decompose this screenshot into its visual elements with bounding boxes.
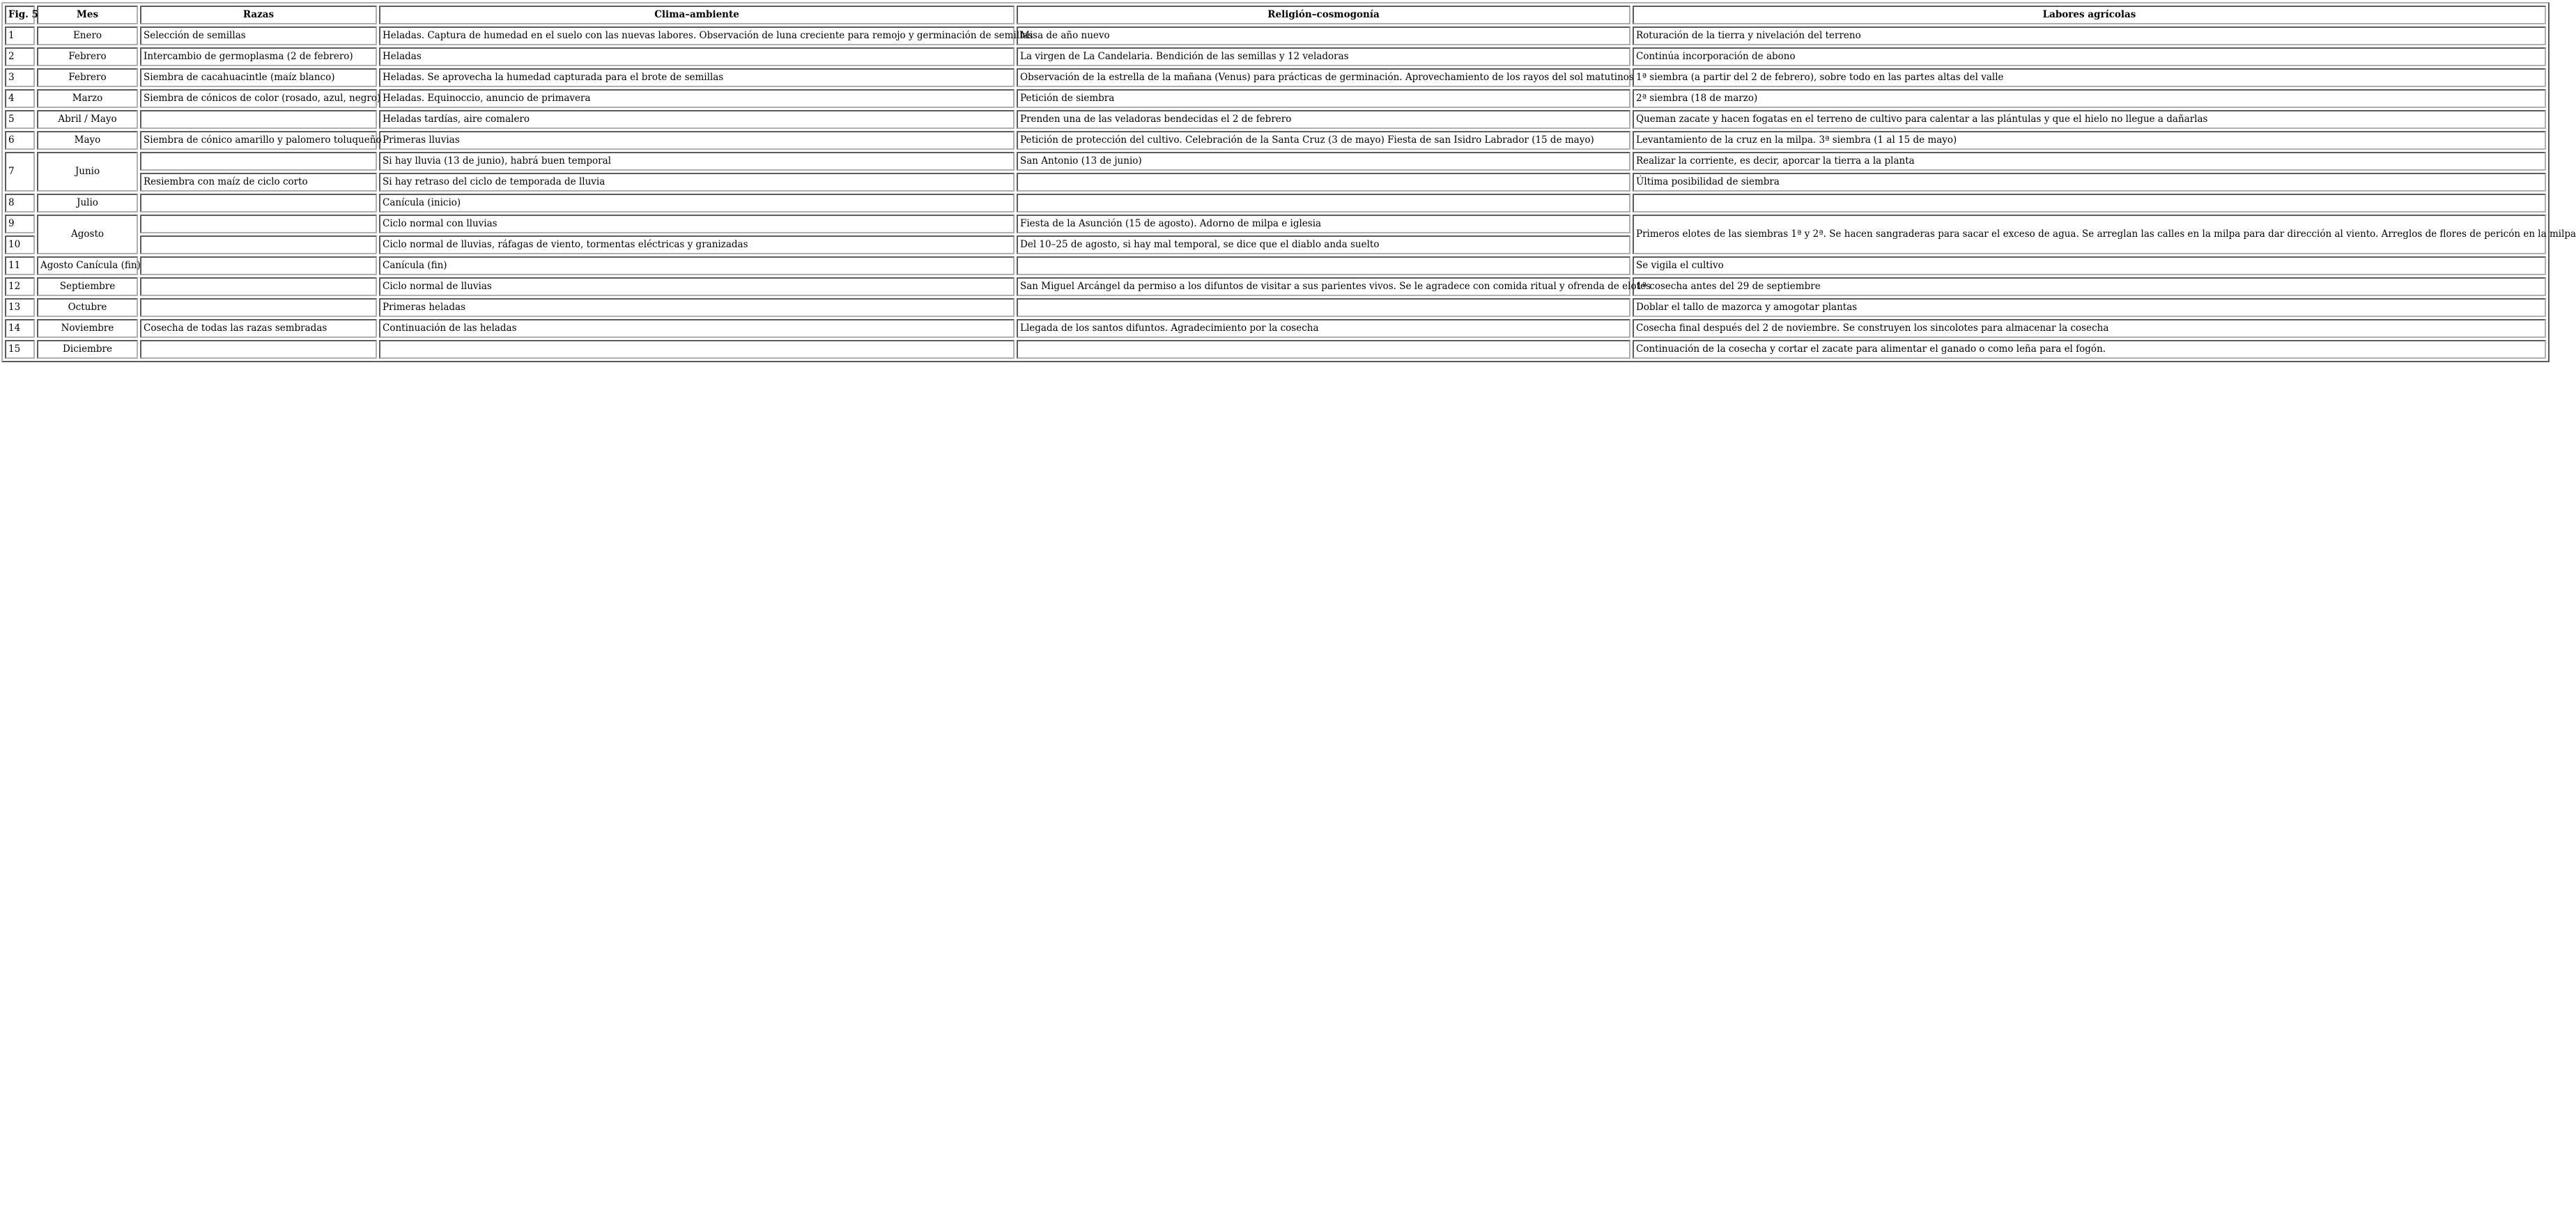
header-mes: Mes	[37, 6, 138, 24]
cell-num: 5	[5, 110, 35, 129]
cell-religion: Llegada de los santos difuntos. Agradecimiento por la cosecha	[1017, 319, 1630, 338]
cell-razas	[140, 194, 377, 212]
table-row	[5, 26, 2546, 45]
cell-mes: Febrero	[37, 47, 138, 66]
cell-labores: Se vigila el cultivo	[1633, 256, 2546, 275]
header-clima: Clima–ambiente	[379, 6, 1015, 24]
cell-clima: Primeras lluvias	[379, 131, 1015, 150]
cell-num: 7	[5, 152, 35, 192]
cell-clima: Ciclo normal de lluvias	[379, 277, 1015, 296]
header-razas: Razas	[140, 6, 377, 24]
cell-clima: Si hay lluvia (13 de junio), habrá buen temporal	[379, 152, 1015, 171]
cell-labores: Queman zacate y hacen fogatas en el terreno de cultivo para calentar a las plántulas y que el hielo no llegue a dañarlas	[1633, 110, 2546, 129]
cell-religion: Prenden una de las veladoras bendecidas el 2 de febrero	[1017, 110, 1630, 129]
cell-labores: 1ª siembra (a partir del 2 de febrero), sobre todo en las partes altas del valle	[1633, 68, 2546, 87]
cell-num: 2	[5, 47, 35, 66]
table-row	[5, 173, 2546, 192]
cell-labores: Realizar la corriente, es decir, aporcar la tierra a la planta	[1633, 152, 2546, 171]
cell-mes: Noviembre	[37, 319, 138, 338]
cell-clima	[379, 340, 1015, 359]
cell-clima: Canícula (fin)	[379, 256, 1015, 275]
cell-razas: Siembra de cacahuacintle (maíz blanco)	[140, 68, 377, 87]
table-row	[5, 215, 2546, 233]
cell-labores: Continúa incorporación de abono	[1633, 47, 2546, 66]
cell-religion	[1017, 256, 1630, 275]
cell-num: 11	[5, 256, 35, 275]
header-labores: Labores agrícolas	[1633, 6, 2546, 24]
cell-razas	[140, 340, 377, 359]
cell-labores: Continuación de la cosecha y cortar el zacate para alimentar el ganado o como leña para el fogón.	[1633, 340, 2546, 359]
cell-religion: Petición de protección del cultivo. Celebración de la Santa Cruz (3 de mayo) Fiesta de san Isidro Labrador (15 de mayo)	[1017, 131, 1630, 150]
cell-mes: Agosto	[37, 215, 138, 254]
cell-labores: Doblar el tallo de mazorca y amogotar plantas	[1633, 298, 2546, 317]
cell-clima: Heladas. Captura de humedad en el suelo con las nuevas labores. Observación de luna creciente para remojo y germinación de semillas	[379, 26, 1015, 45]
cell-religion	[1017, 173, 1630, 192]
table-row	[5, 47, 2546, 66]
cell-razas	[140, 298, 377, 317]
cell-razas: Resiembra con maíz de ciclo corto	[140, 173, 377, 192]
cell-mes: Mayo	[37, 131, 138, 150]
cell-religion: San Antonio (13 de junio)	[1017, 152, 1630, 171]
cell-religion	[1017, 340, 1630, 359]
table-row	[5, 277, 2546, 296]
cell-razas	[140, 110, 377, 129]
table-row	[5, 256, 2546, 275]
cell-mes: Agosto Canícula (fin)	[37, 256, 138, 275]
cell-mes: Marzo	[37, 89, 138, 108]
cell-mes: Julio	[37, 194, 138, 212]
cell-razas: Selección de semillas	[140, 26, 377, 45]
cell-razas	[140, 277, 377, 296]
cell-labores: 2ª siembra (18 de marzo)	[1633, 89, 2546, 108]
cell-mes: Diciembre	[37, 340, 138, 359]
cell-labores: Levantamiento de la cruz en la milpa. 3ª siembra (1 al 15 de mayo)	[1633, 131, 2546, 150]
table-row	[5, 194, 2546, 212]
cell-religion	[1017, 194, 1630, 212]
cell-num: 13	[5, 298, 35, 317]
table-header-row	[5, 6, 2546, 24]
cell-razas	[140, 235, 377, 254]
header-fig: Fig. 5	[5, 6, 35, 24]
cell-mes: Junio	[37, 152, 138, 192]
cell-mes: Octubre	[37, 298, 138, 317]
cell-clima: Heladas. Equinoccio, anuncio de primavera	[379, 89, 1015, 108]
cell-labores: Primeros elotes de las siembras 1ª y 2ª. Se hacen sangraderas para sacar el exceso de agua. Se arreglan las calles en la milpa para dar dirección al viento. Arreglos de flores de pericón en la milpa	[1633, 215, 2546, 254]
cell-religion	[1017, 298, 1630, 317]
cell-religion: Petición de siembra	[1017, 89, 1630, 108]
cell-labores: Última posibilidad de siembra	[1633, 173, 2546, 192]
cell-num: 12	[5, 277, 35, 296]
cell-razas	[140, 152, 377, 171]
cell-religion: Observación de la estrella de la mañana (Venus) para prácticas de germinación. Aprovechamiento de los rayos del sol matutinos	[1017, 68, 1630, 87]
cell-razas	[140, 256, 377, 275]
cell-mes: Enero	[37, 26, 138, 45]
cell-labores: Cosecha final después del 2 de noviembre. Se construyen los sincolotes para almacenar la cosecha	[1633, 319, 2546, 338]
cell-razas: Intercambio de germoplasma (2 de febrero)	[140, 47, 377, 66]
cell-mes: Febrero	[37, 68, 138, 87]
cell-num: 8	[5, 194, 35, 212]
table-row	[5, 110, 2546, 129]
cell-num: 15	[5, 340, 35, 359]
cell-num: 6	[5, 131, 35, 150]
cell-religion: Del 10–25 de agosto, si hay mal temporal, se dice que el diablo anda suelto	[1017, 235, 1630, 254]
cell-clima: Heladas. Se aprovecha la humedad capturada para el brote de semillas	[379, 68, 1015, 87]
cell-mes: Septiembre	[37, 277, 138, 296]
cell-clima: Heladas	[379, 47, 1015, 66]
cell-mes: Abril / Mayo	[37, 110, 138, 129]
cell-clima: Heladas tardías, aire comalero	[379, 110, 1015, 129]
cell-clima: Continuación de las heladas	[379, 319, 1015, 338]
cell-clima: Si hay retraso del ciclo de temporada de lluvia	[379, 173, 1015, 192]
table-row	[5, 68, 2546, 87]
cell-clima: Ciclo normal de lluvias, ráfagas de viento, tormentas eléctricas y granizadas	[379, 235, 1015, 254]
table-row	[5, 298, 2546, 317]
table-row	[5, 340, 2546, 359]
cell-religion: San Miguel Arcángel da permiso a los difuntos de visitar a sus parientes vivos. Se le agradece con comida ritual y ofrenda de elotes	[1017, 277, 1630, 296]
cell-clima: Canícula (inicio)	[379, 194, 1015, 212]
cell-religion: Fiesta de la Asunción (15 de agosto). Adorno de milpa e iglesia	[1017, 215, 1630, 233]
cell-razas: Cosecha de todas las razas sembradas	[140, 319, 377, 338]
cell-labores	[1633, 194, 2546, 212]
cell-razas: Siembra de cónicos de color (rosado, azul, negro)	[140, 89, 377, 108]
cell-religion: Misa de año nuevo	[1017, 26, 1630, 45]
cell-religion: La virgen de La Candelaria. Bendición de las semillas y 12 veladoras	[1017, 47, 1630, 66]
cell-labores: 1ª cosecha antes del 29 de septiembre	[1633, 277, 2546, 296]
cell-razas: Siembra de cónico amarillo y palomero toluqueño	[140, 131, 377, 150]
cell-num: 10	[5, 235, 35, 254]
cell-num: 14	[5, 319, 35, 338]
table-row	[5, 152, 2546, 171]
table-row	[5, 89, 2546, 108]
cell-num: 1	[5, 26, 35, 45]
cell-razas	[140, 215, 377, 233]
cell-num: 4	[5, 89, 35, 108]
table-row	[5, 319, 2546, 338]
cell-num: 9	[5, 215, 35, 233]
table-row	[5, 131, 2546, 150]
cell-num: 3	[5, 68, 35, 87]
cell-clima: Ciclo normal con lluvias	[379, 215, 1015, 233]
cell-clima: Primeras heladas	[379, 298, 1015, 317]
cell-labores: Roturación de la tierra y nivelación del terreno	[1633, 26, 2546, 45]
agricultural-calendar-table	[1, 2, 2576, 362]
header-religion: Religión–cosmogonía	[1017, 6, 1630, 24]
